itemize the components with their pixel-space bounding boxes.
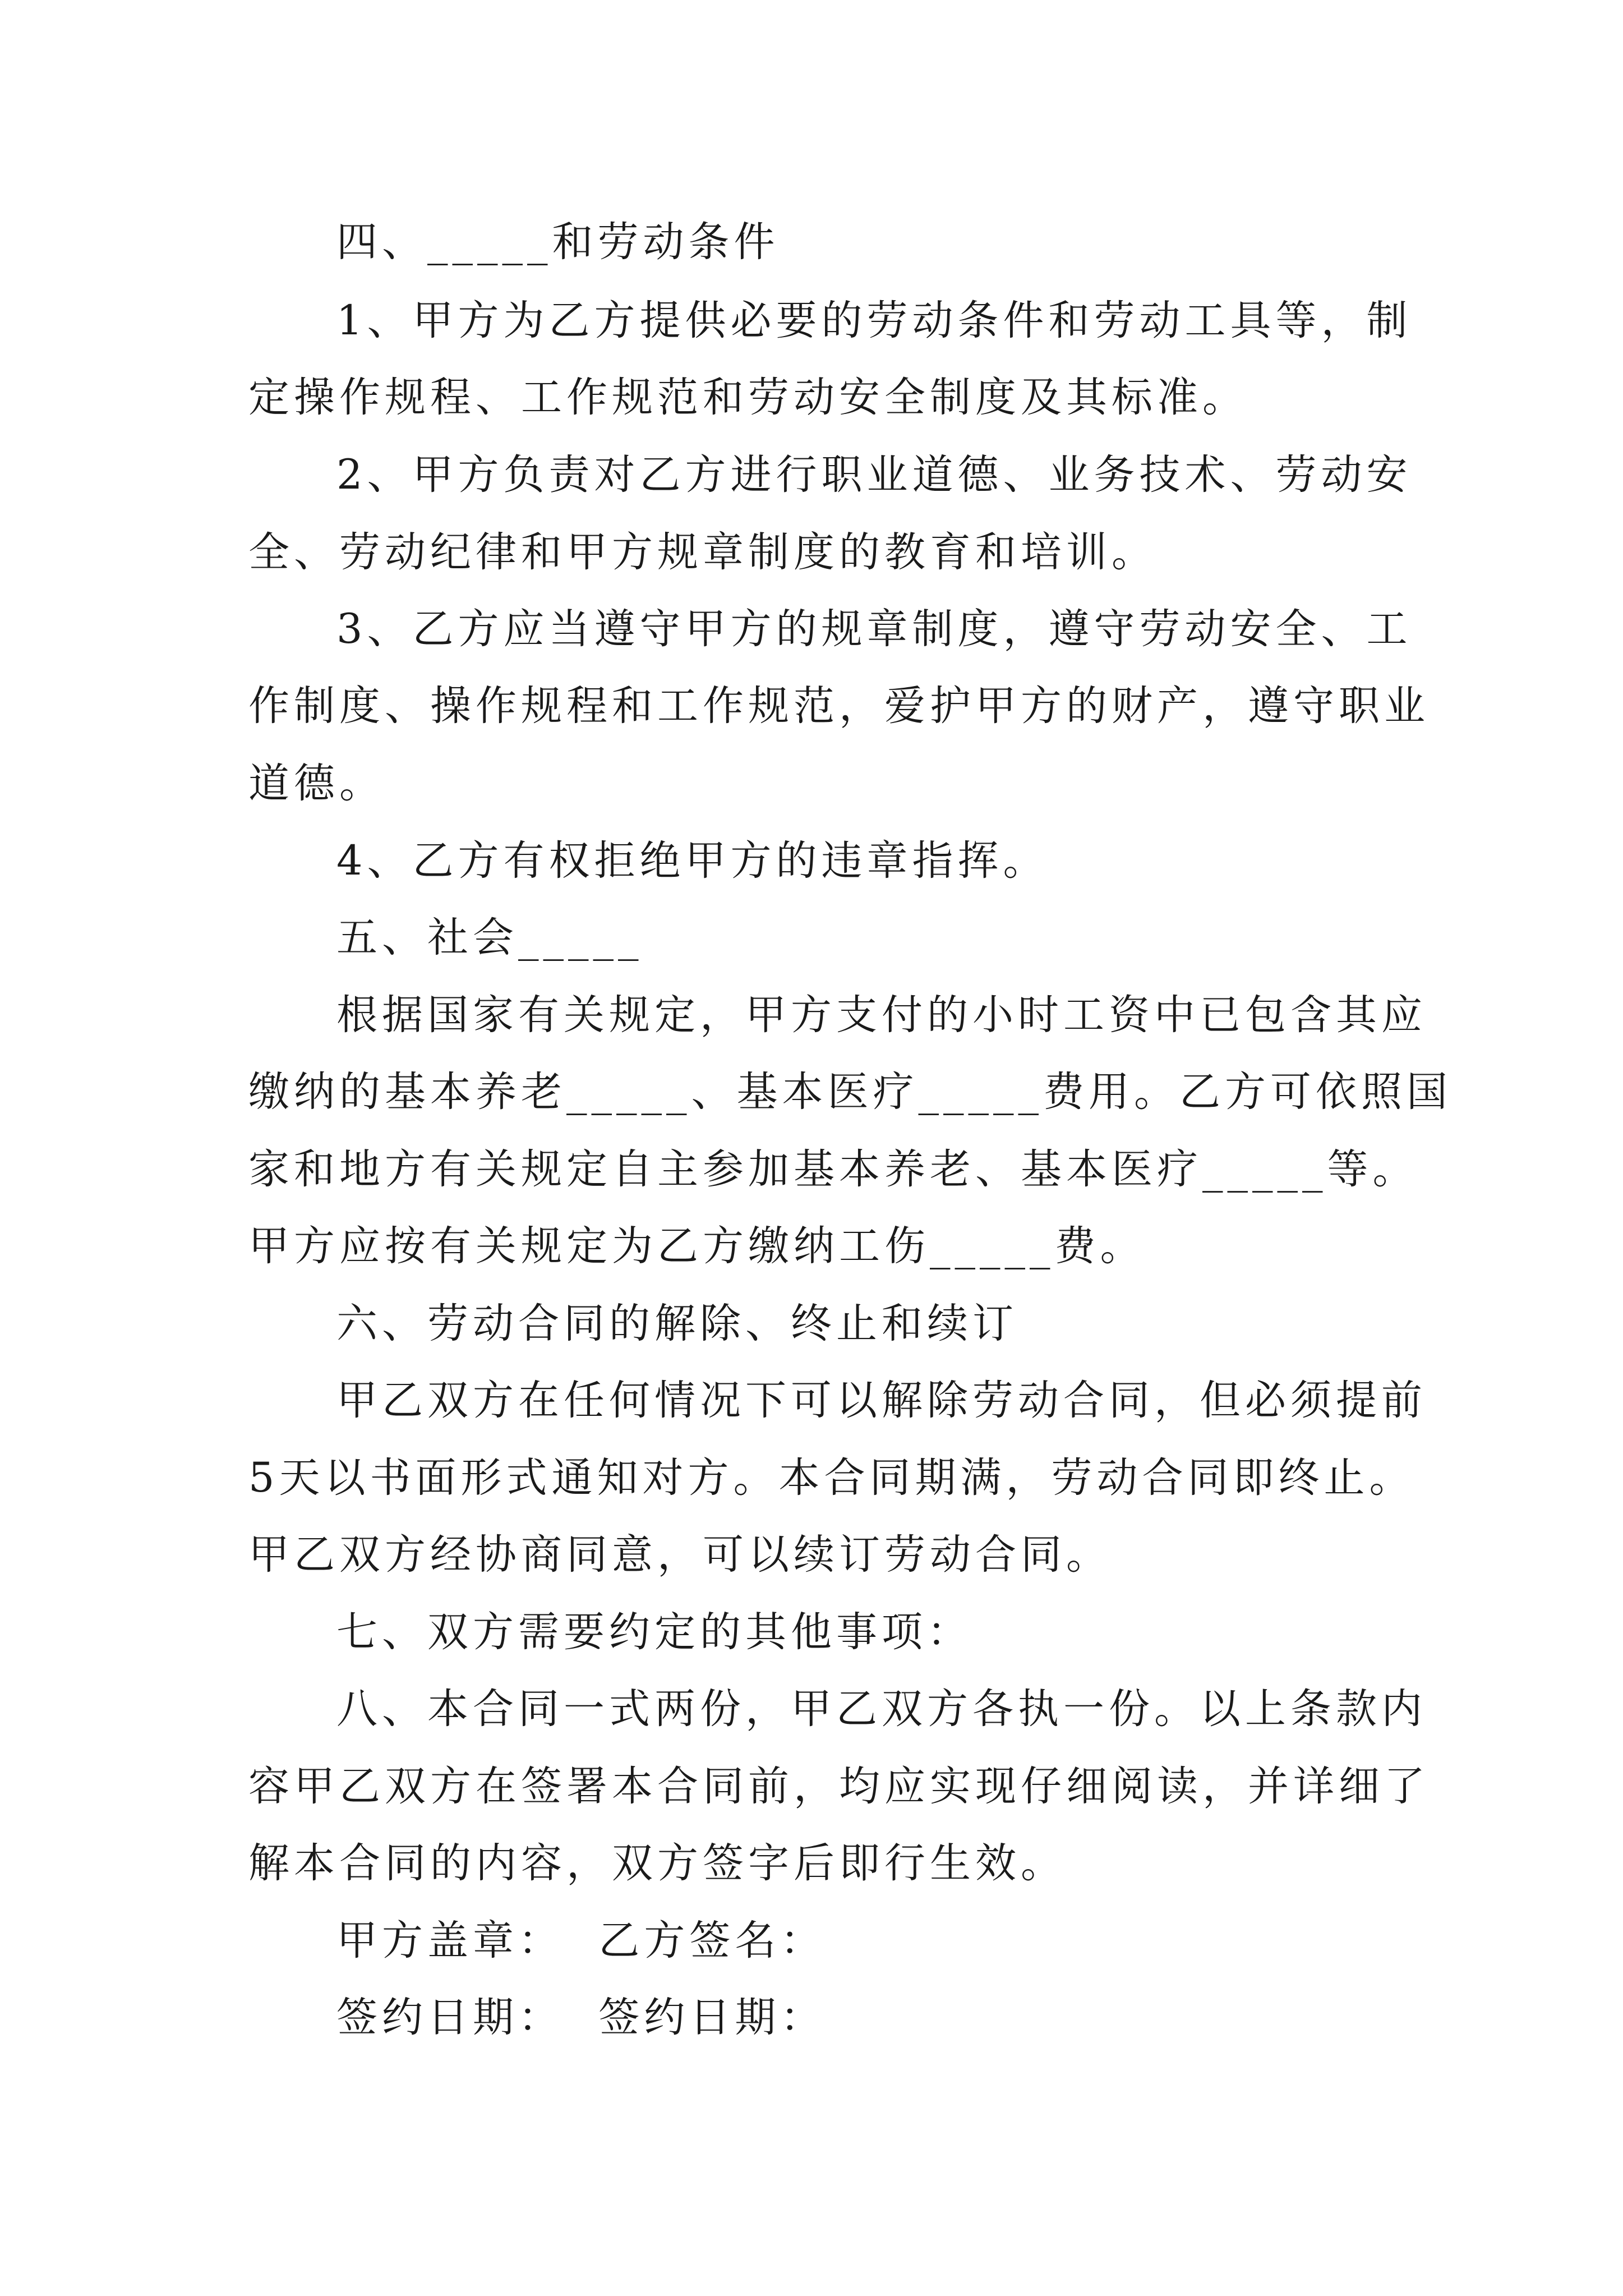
copies-paragraph-line-2: 容甲乙双方在签署本合同前，均应实现仔细阅读，并详细了 (248, 1763, 1430, 1810)
clause-3-line-3: 道德。 (248, 760, 385, 807)
clause-3-line-1: 3、乙方应当遵守甲方的规章制度，遵守劳动安全、工 (336, 605, 1412, 653)
termination-paragraph-line-3: 甲乙双方经协商同意，可以续订劳动合同。 (248, 1531, 1112, 1579)
insurance-paragraph-line-2: 缴纳的基本养老_____、基本医疗_____费用。乙方可依照国 (248, 1068, 1452, 1116)
insurance-paragraph-line-3: 家和地方有关规定自主参加基本养老、基本医疗_____等。 (248, 1145, 1418, 1193)
insurance-paragraph-line-1: 根据国家有关规定，甲方支付的小时工资中已包含其应 (336, 991, 1427, 1039)
clause-4-line-1: 4、乙方有权拒绝甲方的违章指挥。 (336, 837, 1049, 885)
clause-1-line-2: 定操作规程、工作规范和劳动安全制度及其标准。 (248, 374, 1248, 421)
clause-1-line-1: 1、甲方为乙方提供必要的劳动条件和劳动工具等，制 (336, 297, 1412, 344)
signature-seal-line: 甲方盖章： 乙方签名： (336, 1917, 826, 1964)
insurance-paragraph-line-4: 甲方应按有关规定为乙方缴纳工伤_____费。 (248, 1222, 1146, 1270)
clause-3-line-2: 作制度、操作规程和工作规范，爱护甲方的财产，遵守职业 (248, 682, 1430, 730)
signature-date-line: 签约日期： 签约日期： (336, 1994, 826, 2041)
section-heading-labor-conditions: 四、_____和劳动条件 (336, 218, 780, 266)
clause-2-line-2: 全、劳动纪律和甲方规章制度的教育和培训。 (248, 528, 1157, 576)
clause-2-line-1: 2、甲方负责对乙方进行职业道德、业务技术、劳动安 (336, 451, 1412, 499)
section-heading-social-insurance: 五、社会_____ (336, 914, 643, 961)
copies-paragraph-line-1: 八、本合同一式两份，甲乙双方各执一份。以上条款内 (336, 1685, 1427, 1733)
copies-paragraph-line-3: 解本合同的内容，双方签字后即行生效。 (248, 1839, 1066, 1887)
section-heading-other-matters: 七、双方需要约定的其他事项： (336, 1608, 972, 1656)
termination-paragraph-line-1: 甲乙双方在任何情况下可以解除劳动合同，但必须提前 (336, 1377, 1427, 1424)
termination-paragraph-line-2: 5天以书面形式通知对方。本合同期满，劳动合同即终止。 (248, 1454, 1415, 1502)
section-heading-termination: 六、劳动合同的解除、终止和续订 (336, 1300, 1018, 1347)
